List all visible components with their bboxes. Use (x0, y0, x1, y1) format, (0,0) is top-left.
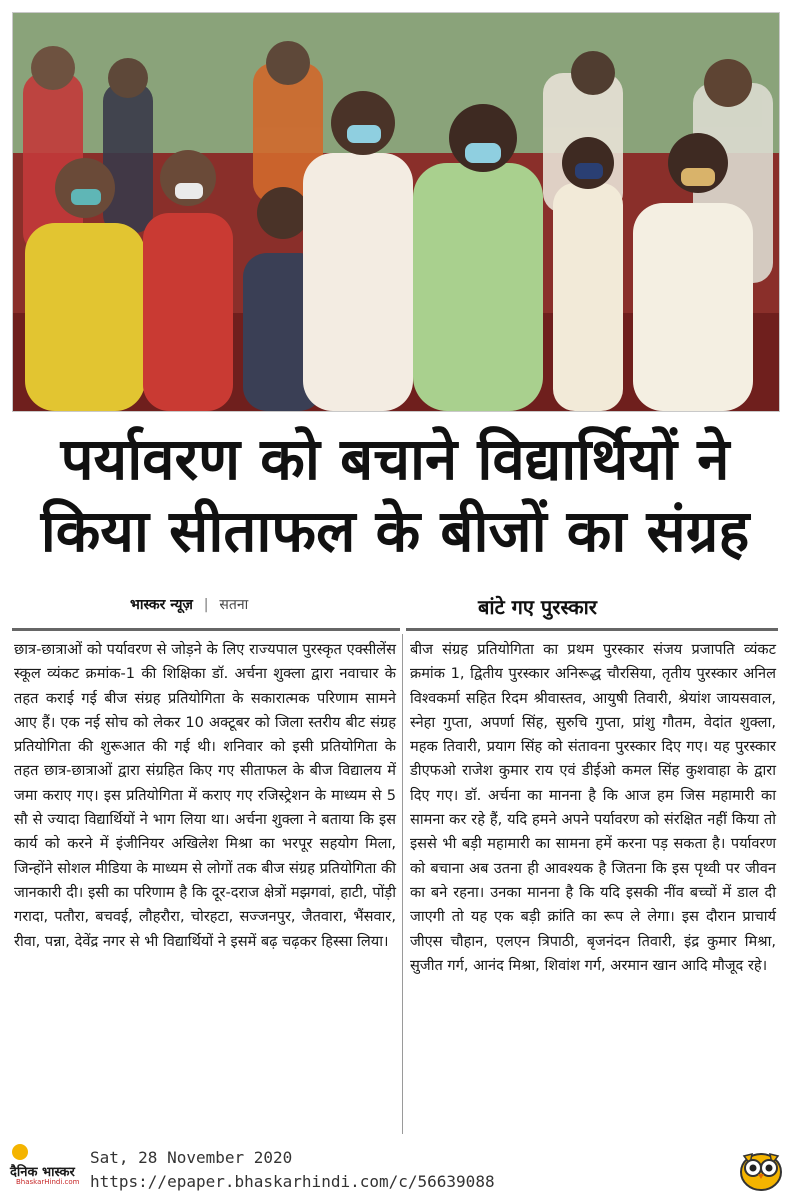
edition-date: Sat, 28 November 2020 (90, 1148, 293, 1167)
sun-icon (12, 1144, 28, 1160)
logo-text: दैनिक भास्कर (10, 1165, 75, 1180)
owl-icon (738, 1146, 784, 1192)
group-photo-illustration (13, 13, 779, 411)
byline (130, 595, 248, 614)
article-column-1: छात्र-छात्राओं को पर्यावरण से जोड़ने के लिए राज्यपाल पुरस्कृत एक्सीलेंस स्कूल व्यंकट क्रमांक-1 की शिक्षिका डॉ. अर्चना शुक्ला द्वारा नवाचार के तहत कराई गई बीज संग्रह प्रतियोगिता के सकारात्मक परिणाम सामने आए हैं। एक नई सोच को लेकर 10 अक्टूबर को जिला स्तरीय बीट संग्रह प्रतियोगिता की शुरूआत की गई थी। शनिवार को इसी प्रतियोगिता के तहत छात्र-छात्राओं द्वारा संग्रहित किए गए सीताफल के बीज विद्यालय में जमा कराए गए। इस प्रतियोगिता में कराए गए रजिस्ट्रेशन के माध्यम से 5 सौ से ज्यादा विद्यार्थियों ने भाग लिया था। अर्चना शुक्ला ने बताया कि इस कार्य को करने में इंजीनियर अखिलेश मिश्रा का भरपूर सहयोग मिला, जिन्होंने सोशल मीडिया के माध्यम से लोगों तक बीज संग्रह प्रतियोगिता की जानकारी दी। इसी का परिणाम है कि दूर-दराज क्षेत्रों मझगवां, हाटी, पोंड़ी गरादा, पतौरा, बचवई, लौहरौरा, चोरहटा, सज्जनपुर, जैतवारा, भैंसवार, रीवा, पन्ना, देवेंद्र नगर से भी विद्यार्थियों ने इसमें बढ़ चढ़कर हिस्सा लिया। (14, 641, 396, 950)
newspaper-logo (10, 1140, 84, 1184)
subhead-awards: बांटे गए पुरस्कार (478, 595, 597, 619)
article-column-2: बीज संग्रह प्रतियोगिता का प्रथम पुरस्कार संजय प्रजापति व्यंकट क्रमांक 1, द्वितीय पुरस्कार अनिरूद्ध चौरसिया, तृतीय पुरस्कार अनिल विश्वकर्मा सहित रिदम श्रीवास्तव, आयुषी तिवारी, श्रेयांश जायसवाल, स्नेहा गुप्ता, अपर्णा सिंह, सुरुचि गुप्ता, प्रांशु गौतम, वेदांत शुक्ला, महक तिवारी, प्रयाग सिंह को संतावना पुरस्कार दिए गए। यह पुरस्कार डीएफओ राजेश कुमार राय एवं डीईओ कमल सिंह कुशवाहा के द्वारा दिए गए। डॉ. अर्चना का मानना है कि आज हम जिस महामारी का सामना कर रहे हैं, यदि हमने अपने पर्यावरण को संरक्षित नहीं किया तो इससे भी बड़ी महामारी का सामना हमें करना पड़ सकता है। पर्यावरण को बचाना अब उतना ही आवश्यक है जितना कि इस पृथ्वी पर जीवन का बने रहना। उनका मानना है कि यदि इसकी नींव बच्चों में डाल दी जाएगी तो यह एक बड़ी क्रांति का रूप ले लेगा। इस दौरान प्राचार्य जीएस चौहान, एलएन त्रिपाठी, बृजनंदन तिवारी, इंद्र कुमार मिश्रा, सुजीत गर्ग, आनंद मिश्रा, शिवांश गर्ग, अरमान खान आदि मौजूद रहे। (410, 641, 776, 974)
headline-line-2: किया सीताफल के बीजों का संग्रह (40, 497, 750, 565)
logo-subtext: BhaskarHindi.com (16, 1178, 80, 1186)
epaper-url[interactable]: https://epaper.bhaskarhindi.com/c/56639088 (90, 1172, 495, 1191)
byline-separator: | (203, 597, 209, 613)
column-divider (402, 634, 403, 1134)
byline-city: सतना (219, 597, 249, 613)
news-photo (12, 12, 780, 412)
byline-source: भास्कर न्यूज़ (130, 597, 193, 613)
column-rule-right (406, 628, 778, 631)
column-rule-left (12, 628, 400, 631)
headline-line-1: पर्यावरण को बचाने विद्यार्थियों ने (60, 425, 730, 493)
